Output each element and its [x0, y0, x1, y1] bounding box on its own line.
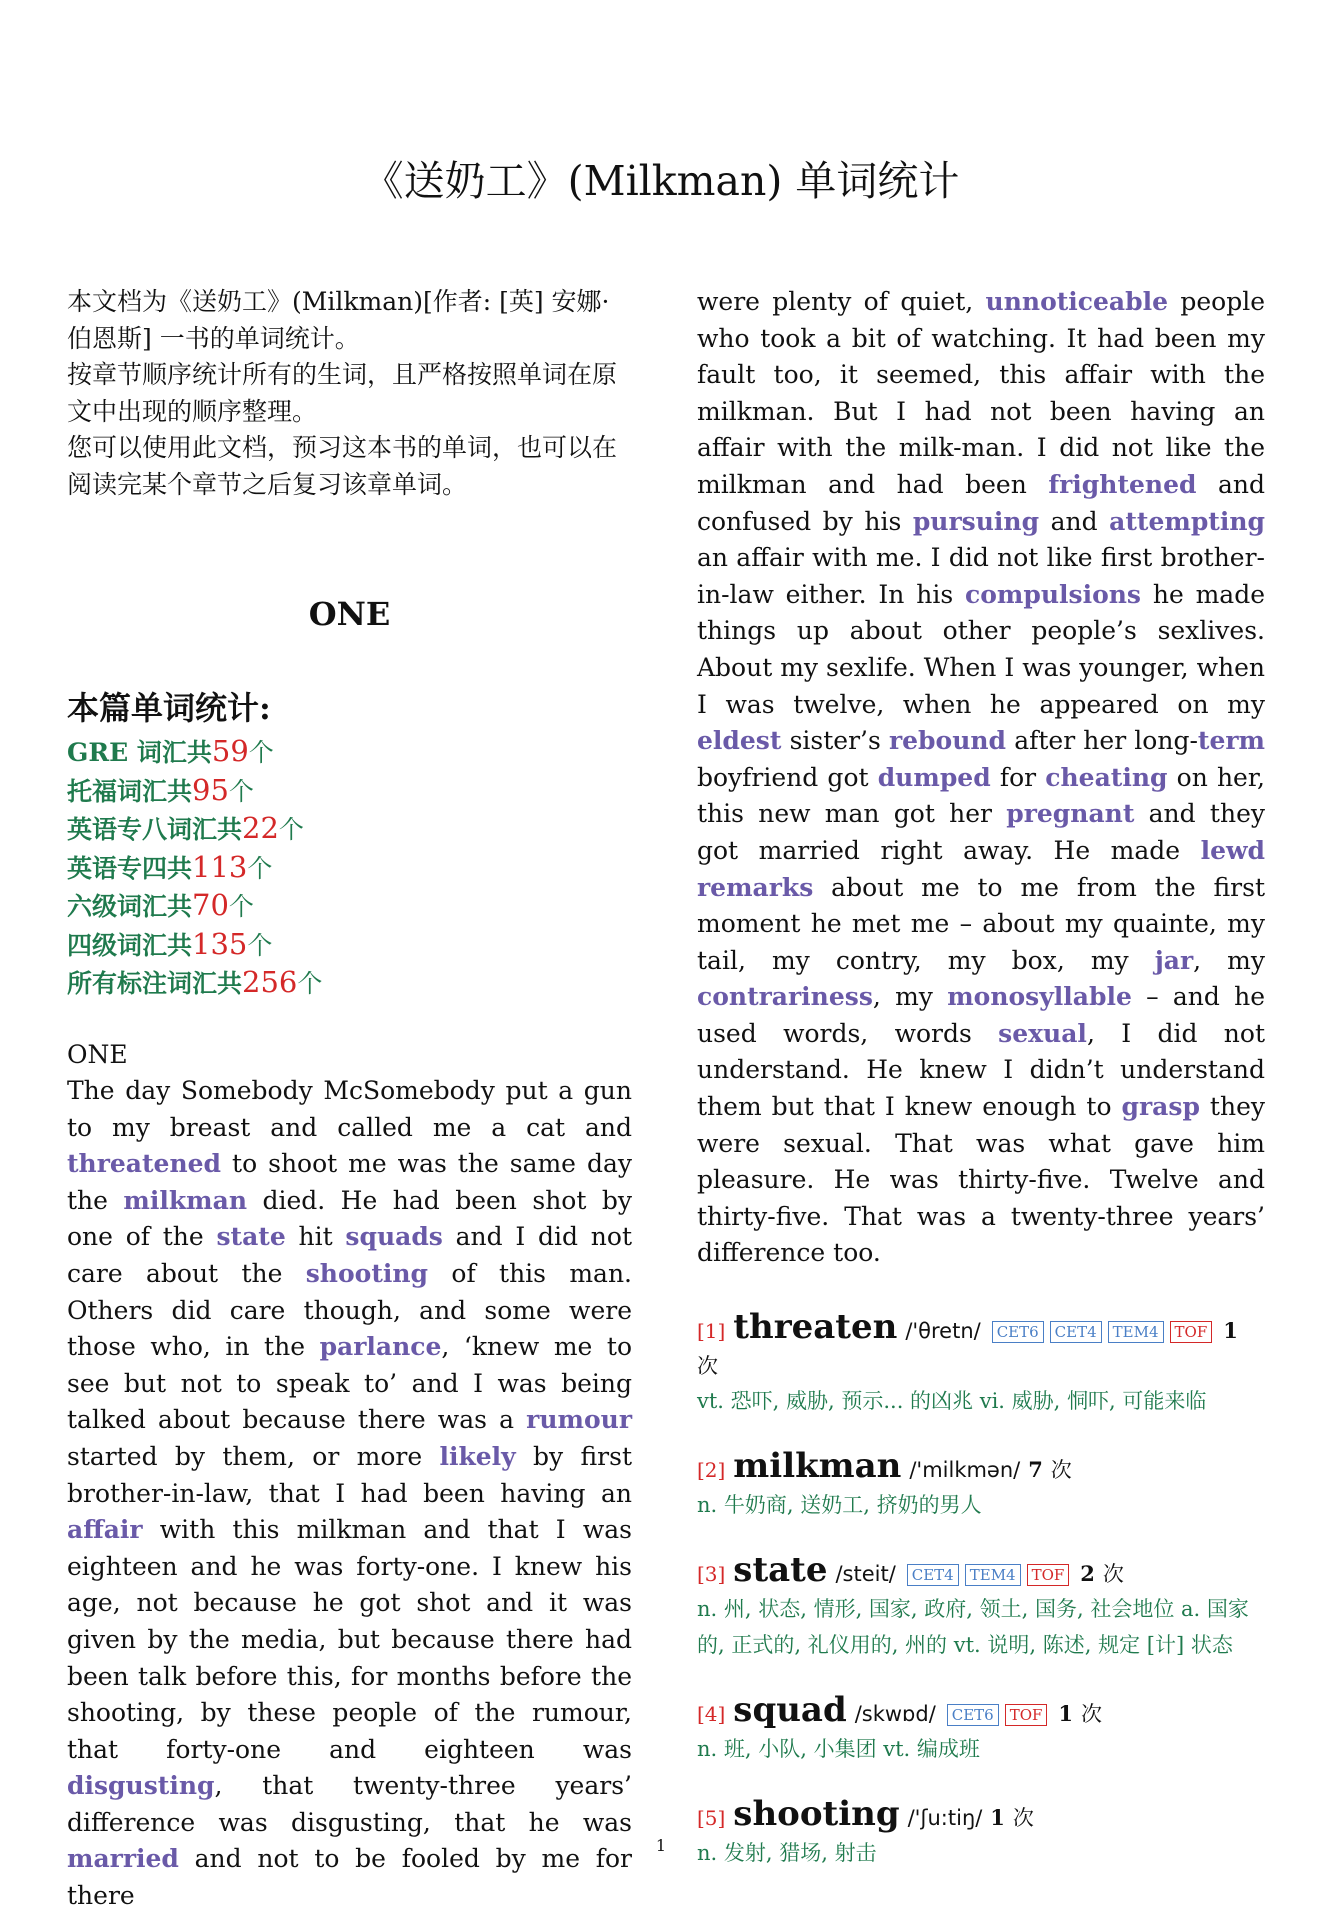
text-run: an affair with me. I did not like first brother-in-law either. In his	[697, 543, 1265, 609]
stats-list	[67, 733, 632, 1003]
keyword: squads	[345, 1222, 443, 1252]
intro-line: 您可以使用此文档，预习这本书的单词，也可以在阅读完某个章节之后复习该章单词。	[67, 433, 618, 499]
text-run: and I did not care about the	[67, 1222, 632, 1288]
text-run: were plenty of quiet,	[697, 287, 986, 316]
text-run: with this milkman and that I was eighteen and he was forty-one. I knew his age, not because he got shot and it was given by the media, but because there had been talk before this, for months before the shooting, by these people of the rumour, that forty-one and eighteen was	[67, 1515, 632, 1764]
frequency-unit: 次	[1012, 1806, 1034, 1831]
phonetic: /'milkmən/	[909, 1458, 1021, 1483]
keyword: cheating	[1045, 762, 1168, 792]
headword: squad	[733, 1690, 847, 1731]
stat-row	[67, 733, 632, 772]
stat-label: 四级词汇共	[67, 930, 193, 960]
stat-count: 256	[242, 965, 298, 999]
text-run: to shoot me was the same day the	[67, 1149, 632, 1215]
stat-label: 所有标注词汇共	[67, 969, 243, 998]
frequency-count: 2	[1080, 1561, 1095, 1587]
right-column	[697, 284, 1265, 1901]
vocab-entry	[697, 1446, 1265, 1523]
keyword: eldest	[697, 726, 782, 756]
entry-index: [5]	[697, 1806, 726, 1831]
headword: state	[733, 1550, 828, 1591]
entry-head	[697, 1550, 1265, 1591]
frequency-unit: 次	[1102, 1562, 1124, 1587]
keyword: jar	[1154, 945, 1194, 975]
frequency-unit: 次	[1050, 1458, 1072, 1483]
entry-head	[697, 1794, 1265, 1835]
stat-row	[67, 964, 632, 1003]
text-run: sister’s	[781, 726, 889, 756]
keyword: grasp	[1121, 1092, 1200, 1122]
frequency-count: 7	[1028, 1457, 1043, 1483]
stat-row	[67, 887, 632, 926]
keyword: compulsions	[965, 579, 1142, 609]
keyword: remarks	[697, 872, 814, 902]
stat-label: GRE 词汇共	[67, 738, 212, 767]
keyword: affair	[67, 1515, 143, 1545]
exam-tag: TEM4	[965, 1564, 1021, 1586]
text-run: , my	[872, 982, 948, 1012]
text-run: on her, this new man got her	[697, 762, 1265, 829]
stat-unit: 个	[278, 815, 304, 844]
vocab-entry	[697, 1690, 1265, 1767]
definition: n. 班, 小队, 小集团 vt. 编成班	[697, 1737, 980, 1762]
text-run: he made things up about other people’s sexlives. About my sexlife. When I was younger, when I was twelve, when he appeared on my	[697, 579, 1266, 719]
text-run: hit	[285, 1222, 346, 1252]
stat-count: 113	[192, 849, 248, 884]
vocab-entries	[697, 1307, 1265, 1871]
exam-tag: CET6	[947, 1704, 999, 1726]
definition: n. 州, 状态, 情形, 国家, 政府, 领土, 国务, 社会地位 a. 国家的, 正式的, 礼仪用的, 州的 vt. 说明, 陈述, 规定 [计] 状态	[697, 1597, 1249, 1658]
chapter-heading: ONE	[308, 595, 391, 633]
stat-count: 95	[192, 772, 229, 807]
body-text-left	[67, 1073, 632, 1915]
entry-head	[697, 1690, 1265, 1731]
exam-tag: TOF	[1170, 1321, 1213, 1343]
stats-heading: 本篇单词统计:	[67, 689, 271, 727]
stat-count: 59	[211, 734, 249, 768]
text-run: about me to me from the first moment he met me – about my quainte, my tail, my contry, my box, my	[697, 872, 1265, 975]
definition: vt. 恐吓, 威胁, 预示... 的凶兆 vi. 威胁, 恫吓, 可能来临	[697, 1389, 1207, 1414]
text-run: died. He had been shot by one of the	[67, 1185, 632, 1252]
keyword: pursuing	[912, 506, 1040, 536]
entry-index: [1]	[697, 1319, 726, 1344]
entry-index: [4]	[697, 1702, 726, 1727]
keyword: unnoticeable	[985, 287, 1169, 316]
definition: n. 发射, 猎场, 射击	[697, 1841, 877, 1866]
intro	[67, 284, 632, 503]
text-run: and	[1039, 506, 1110, 536]
intro-line: 按章节顺序统计所有的生词，且严格按照单词在原文中出现的顺序整理。	[67, 360, 618, 426]
text-run: , ‘knew me to see but not to speak to’ and I was being talked about because there was a	[67, 1332, 632, 1435]
phonetic: /'θretn/	[905, 1319, 981, 1344]
keyword: frightened	[1048, 469, 1197, 499]
text-run: after her long-	[1006, 726, 1198, 756]
stat-unit: 个	[228, 776, 254, 806]
headword: milkman	[733, 1446, 902, 1487]
stat-count: 135	[192, 926, 248, 961]
frequency-unit: 次	[1080, 1702, 1102, 1727]
text-run: , I did not understand. He knew I didn’t understand them but that I knew enough to	[697, 1018, 1265, 1122]
page-number: 1	[655, 1836, 667, 1855]
stat-unit: 个	[247, 930, 273, 960]
stat-unit: 个	[247, 853, 273, 883]
text-run: – and he used words, words	[697, 982, 1265, 1048]
keyword: contrariness	[697, 982, 873, 1012]
exam-tag: TOF	[1027, 1564, 1070, 1586]
exam-tag: CET4	[907, 1564, 959, 1586]
stat-label: 托福词汇共	[67, 776, 193, 806]
definition: n. 牛奶商, 送奶工, 挤奶的男人	[697, 1493, 982, 1518]
keyword: likely	[439, 1441, 516, 1471]
keyword: lewd	[1200, 835, 1265, 865]
chapter-label: ONE	[67, 1039, 128, 1069]
text-run: for	[990, 762, 1046, 792]
stat-label: 六级词汇共	[67, 892, 193, 921]
stat-unit: 个	[297, 969, 323, 998]
keyword: married	[67, 1844, 179, 1874]
keyword: dumped	[877, 762, 991, 792]
text-run: boyfriend got	[697, 762, 878, 792]
entry-index: [2]	[697, 1458, 726, 1483]
entry-head	[697, 1307, 1265, 1383]
keyword: parlance	[319, 1332, 442, 1362]
keyword: term	[1197, 726, 1265, 756]
phonetic: /steit/	[835, 1562, 896, 1587]
text-run: started by them, or more	[67, 1441, 440, 1471]
text-run: , my	[1193, 945, 1265, 975]
keyword: threatened	[67, 1149, 222, 1179]
keyword: shooting	[305, 1258, 429, 1288]
frequency-count: 1	[1223, 1318, 1238, 1344]
exam-tag: TEM4	[1108, 1321, 1164, 1343]
text-run: The day Somebody McSomebody put a gun to my breast and called me a cat and	[67, 1076, 632, 1142]
keyword: state	[216, 1222, 286, 1252]
vocab-entry	[697, 1794, 1265, 1871]
headword: threaten	[733, 1307, 898, 1348]
frequency-count: 1	[990, 1805, 1005, 1831]
frequency-unit: 次	[697, 1354, 718, 1379]
left-column	[67, 284, 632, 1915]
text-run: they were sexual. That was what gave him pleasure. He was thirty-five. Twelve and thirty-five. That was a twenty-three years’ difference too.	[697, 1092, 1265, 1268]
text-run: of this man. Others did care though, and some were those who, in the	[67, 1258, 633, 1362]
keyword: sexual	[998, 1018, 1087, 1048]
phonetic: /skwɒd/	[854, 1702, 936, 1727]
stat-row	[67, 772, 632, 811]
text-run: and they got married right away. He made	[697, 799, 1265, 865]
keyword: rumour	[526, 1405, 632, 1435]
keyword: milkman	[123, 1185, 248, 1215]
entry-head	[697, 1446, 1265, 1487]
keyword: monosyllable	[947, 982, 1132, 1012]
frequency-count: 1	[1058, 1701, 1074, 1727]
keyword: pregnant	[1006, 799, 1135, 829]
stat-unit: 个	[228, 892, 254, 921]
stat-unit: 个	[248, 738, 274, 767]
text-run: people who took a bit of watching. It had been my fault too, it seemed, this affair with the milkman. But I had not been having an affair with the milk-man. I did not like the milkman and had been	[697, 287, 1265, 499]
entry-index: [3]	[697, 1562, 726, 1587]
stat-row	[67, 810, 632, 849]
vocab-entry	[697, 1307, 1265, 1419]
stat-row	[67, 926, 632, 965]
text-run: and confused by his	[697, 469, 1265, 536]
intro-line: 本文档为《送奶工》(Milkman)[作者: [英] 安娜·伯恩斯] 一书的单词统计。	[67, 287, 610, 353]
keyword: disgusting	[67, 1771, 215, 1801]
document-title: 《送奶工》(Milkman) 单词统计	[362, 157, 960, 205]
text-run: by first brother-in-law, that I had been having an	[67, 1441, 632, 1508]
vocab-entry	[697, 1550, 1265, 1663]
exam-tag: CET4	[1050, 1321, 1102, 1343]
keyword: rebound	[888, 726, 1007, 756]
text-run: and not to be fooled by me for there	[67, 1844, 632, 1911]
body-text-right	[697, 284, 1265, 1272]
stat-count: 22	[242, 811, 279, 845]
stat-label: 英语专四共	[67, 853, 193, 883]
stat-row	[67, 849, 632, 888]
exam-tag: TOF	[1005, 1704, 1048, 1726]
phonetic: /'ʃu:tiŋ/	[907, 1806, 983, 1831]
stat-label: 英语专八词汇共	[67, 815, 243, 844]
keyword: attempting	[1109, 506, 1266, 536]
stat-count: 70	[192, 888, 229, 922]
headword: shooting	[733, 1794, 900, 1835]
exam-tag: CET6	[992, 1321, 1044, 1343]
text-run: , that twenty-three years’ difference was disgusting, that he was	[67, 1771, 632, 1837]
